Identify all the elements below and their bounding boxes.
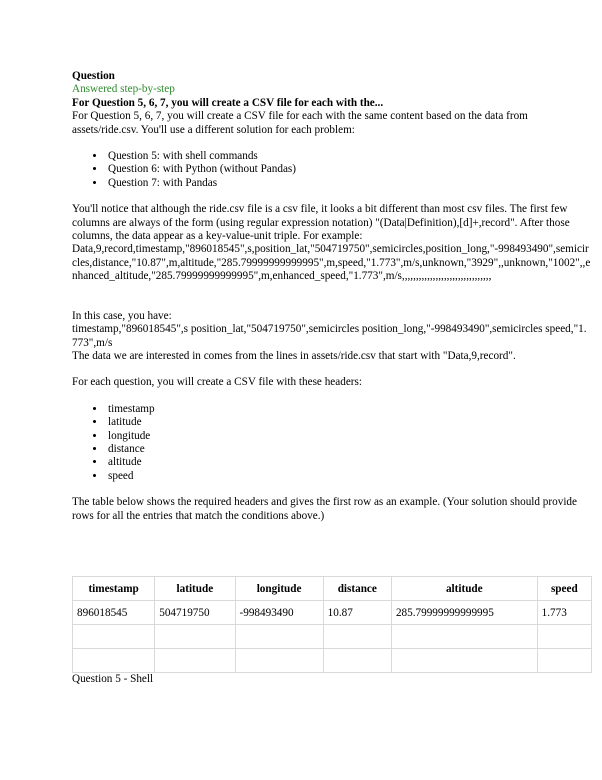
in-this-case-text: In this case, you have:: [72, 309, 172, 322]
question-title: For Question 5, 6, 7, you will create a CSV file for each with the...: [72, 96, 384, 109]
headers-table: [72, 576, 592, 673]
table-row: [73, 601, 592, 625]
table-header-row: [73, 577, 592, 601]
table-intro: The table below shows the required headers and gives the first row as an example. (Your solution should provide rows for all the entries that match the conditions above.): [72, 496, 577, 522]
example-line: Data,9,record,timestamp,"896018545",s,position_lat,"504719750",semicircles,position_long,"-998493490",semicircles,distance,"10.87",m,altitude,"285.79999999999995",m,speed,"1.773",m/s,unknown,"3929",,unknown,"1002",,enhanced_altitude,"285.79999999999995",m,enhanced_speed,"1.773",m/s,,,,,,,,,,,,,,,,,,,,,,,,,,,,,,,,: [72, 243, 591, 283]
table-cell: -998493490: [235, 601, 323, 625]
table-cell: [537, 649, 591, 673]
table-cell: 285.79999999999995: [391, 601, 537, 625]
table-cell: [323, 625, 391, 649]
table-cell: 896018545: [73, 601, 155, 625]
answered-badge: Answered step-by-step: [72, 83, 175, 96]
column-header: timestamp: [73, 577, 155, 601]
table-cell: [323, 649, 391, 673]
list-item: • latitude: [106, 416, 592, 429]
column-header: longitude: [235, 577, 323, 601]
list-item: • altitude: [106, 456, 592, 469]
table-cell: [537, 625, 591, 649]
list-item: • speed: [106, 470, 592, 483]
list-item: • Question 7: with Pandas: [106, 177, 592, 190]
question-content: [72, 70, 592, 523]
interest-paragraph: The data we are interested in comes from the lines in assets/ride.csv that start with "Data,9,record".: [72, 349, 516, 362]
list-item: • timestamp: [106, 403, 592, 416]
table-cell: 1.773: [537, 601, 591, 625]
list-item: • distance: [106, 443, 592, 456]
table-cell: [155, 649, 235, 673]
column-header: speed: [537, 577, 591, 601]
list-item: • Question 6: with Python (without Pandas): [106, 163, 592, 176]
list-item: • Question 5: with shell commands: [106, 150, 592, 163]
headers-list: [72, 403, 592, 483]
table-cell: [235, 625, 323, 649]
question-label: Question: [72, 70, 115, 82]
table-row: [73, 625, 592, 649]
section-footer: Question 5 - Shell: [72, 673, 154, 685]
column-header: latitude: [155, 577, 235, 601]
format-paragraph: You'll notice that although the ride.csv file is a csv file, it looks a bit different than most csv files. The first few columns are always of the form (using regular expression notation) "(Data|Definition),[d]+,record". After those columns, the data appear as a key-value-unit triple. For example:: [72, 203, 570, 243]
table-cell: [391, 625, 537, 649]
column-header: altitude: [391, 577, 537, 601]
list-item: • longitude: [106, 430, 592, 443]
case-line: timestamp,"896018545",s position_lat,"504719750",semicircles position_long,"-998493490",semicircles speed,"1.773",m/s: [72, 323, 587, 349]
solutions-list: [72, 150, 592, 190]
table-cell: 504719750: [155, 601, 235, 625]
table-cell: [235, 649, 323, 673]
table-cell: [73, 625, 155, 649]
for-each-text: For each question, you will create a CSV file with these headers:: [72, 376, 362, 389]
table-cell: [73, 649, 155, 673]
column-header: distance: [323, 577, 391, 601]
table-cell: 10.87: [323, 601, 391, 625]
table-cell: [155, 625, 235, 649]
table-cell: [391, 649, 537, 673]
table-row: [73, 649, 592, 673]
intro-paragraph: For Question 5, 6, 7, you will create a CSV file for each with the same content based on the data from assets/ride.csv. You'll use a different solution for each problem:: [72, 110, 528, 136]
